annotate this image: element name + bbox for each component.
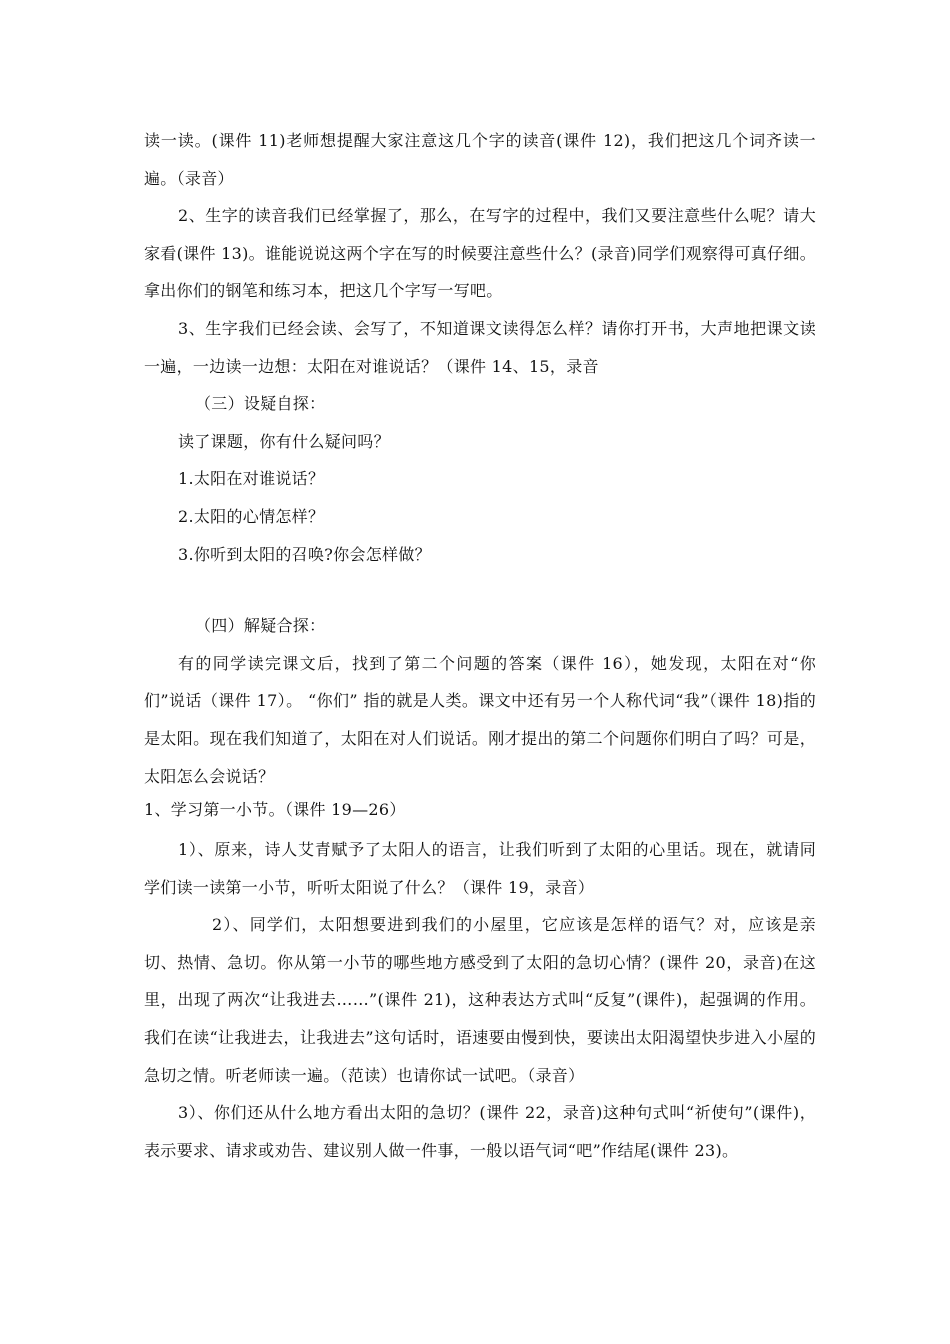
section-heading: （四）解疑合探： bbox=[195, 616, 326, 636]
paragraph: 3、生字我们已经会读、会写了，不知道课文读得怎么样？请你打开书，大声地把课文读一遍，一边读一边想：太阳在对谁说话？（课件 14、15，录音 bbox=[144, 318, 816, 376]
paragraph: 3）、你们还从什么地方看出太阳的急切？(课件 22，录音)这种句式叫“祈使句”(课件)，表示要求、请求或劝告、建议别人做一件事，一般以语气词“吧”作结尾(课件 23)。 bbox=[144, 1103, 816, 1160]
subsection-heading: 1、学习第一小节。（课件 19—26） bbox=[144, 800, 406, 820]
paragraph: 读了课题，你有什么疑问吗？ bbox=[178, 431, 390, 451]
document-body bbox=[144, 122, 816, 1169]
section-heading: （三）设疑自探： bbox=[195, 394, 326, 414]
question-item: 2.太阳的心情怎样？ bbox=[178, 506, 325, 526]
paragraph: 有的同学读完课文后，找到了第二个问题的答案（课件 16），她发现，太阳在对“你们”说话（课件 17）。 “你们” 指的就是人类。课文中还有另一个人称代词“我”（课件 18)指的是太阳。现在我们知道了，太阳在对人们说话。刚才提出的第二个问题你们明白了吗？可是，太阳怎么会说话？ bbox=[144, 653, 816, 786]
paragraph: 2、生字的读音我们已经掌握了，那么，在写字的过程中，我们又要注意些什么呢？请大家看(课件 13)。谁能说说这两个字在写的时候要注意些什么？(录音)同学们观察得可真仔细。拿出你们的钢笔和练习本，把这几个字写一写吧。 bbox=[144, 206, 816, 301]
paragraph: 2）、同学们，太阳想要进到我们的小屋里，它应该是怎样的语气？对，应该是亲切、热情、急切。你从第一小节的哪些地方感受到了太阳的急切心情？(课件 20，录音)在这里，出现了两次“让我进去……”(课件 21)，这种表达方式叫“反复”(课件)，起强调的作用。我们在读“让我进去，让我进去”这句话时，语速要由慢到快，要读出太阳渴望快步进入小屋的急切之情。听老师读一遍。（范读）也请你试一试吧。（录音） bbox=[144, 915, 816, 1085]
question-item: 3.你听到太阳的召唤?你会怎样做？ bbox=[178, 544, 431, 564]
paragraph: 读一读。(课件 11)老师想提醒大家注意这几个字的读音(课件 12)，我们把这几个词齐读一遍。（录音） bbox=[144, 131, 816, 188]
paragraph: 1）、原来，诗人艾青赋予了太阳人的语言，让我们听到了太阳的心里话。现在，就请同学们读一读第一小节，听听太阳说了什么？（课件 19，录音） bbox=[144, 840, 816, 897]
question-item: 1.太阳在对谁说话？ bbox=[178, 469, 325, 489]
spacer bbox=[144, 573, 816, 607]
